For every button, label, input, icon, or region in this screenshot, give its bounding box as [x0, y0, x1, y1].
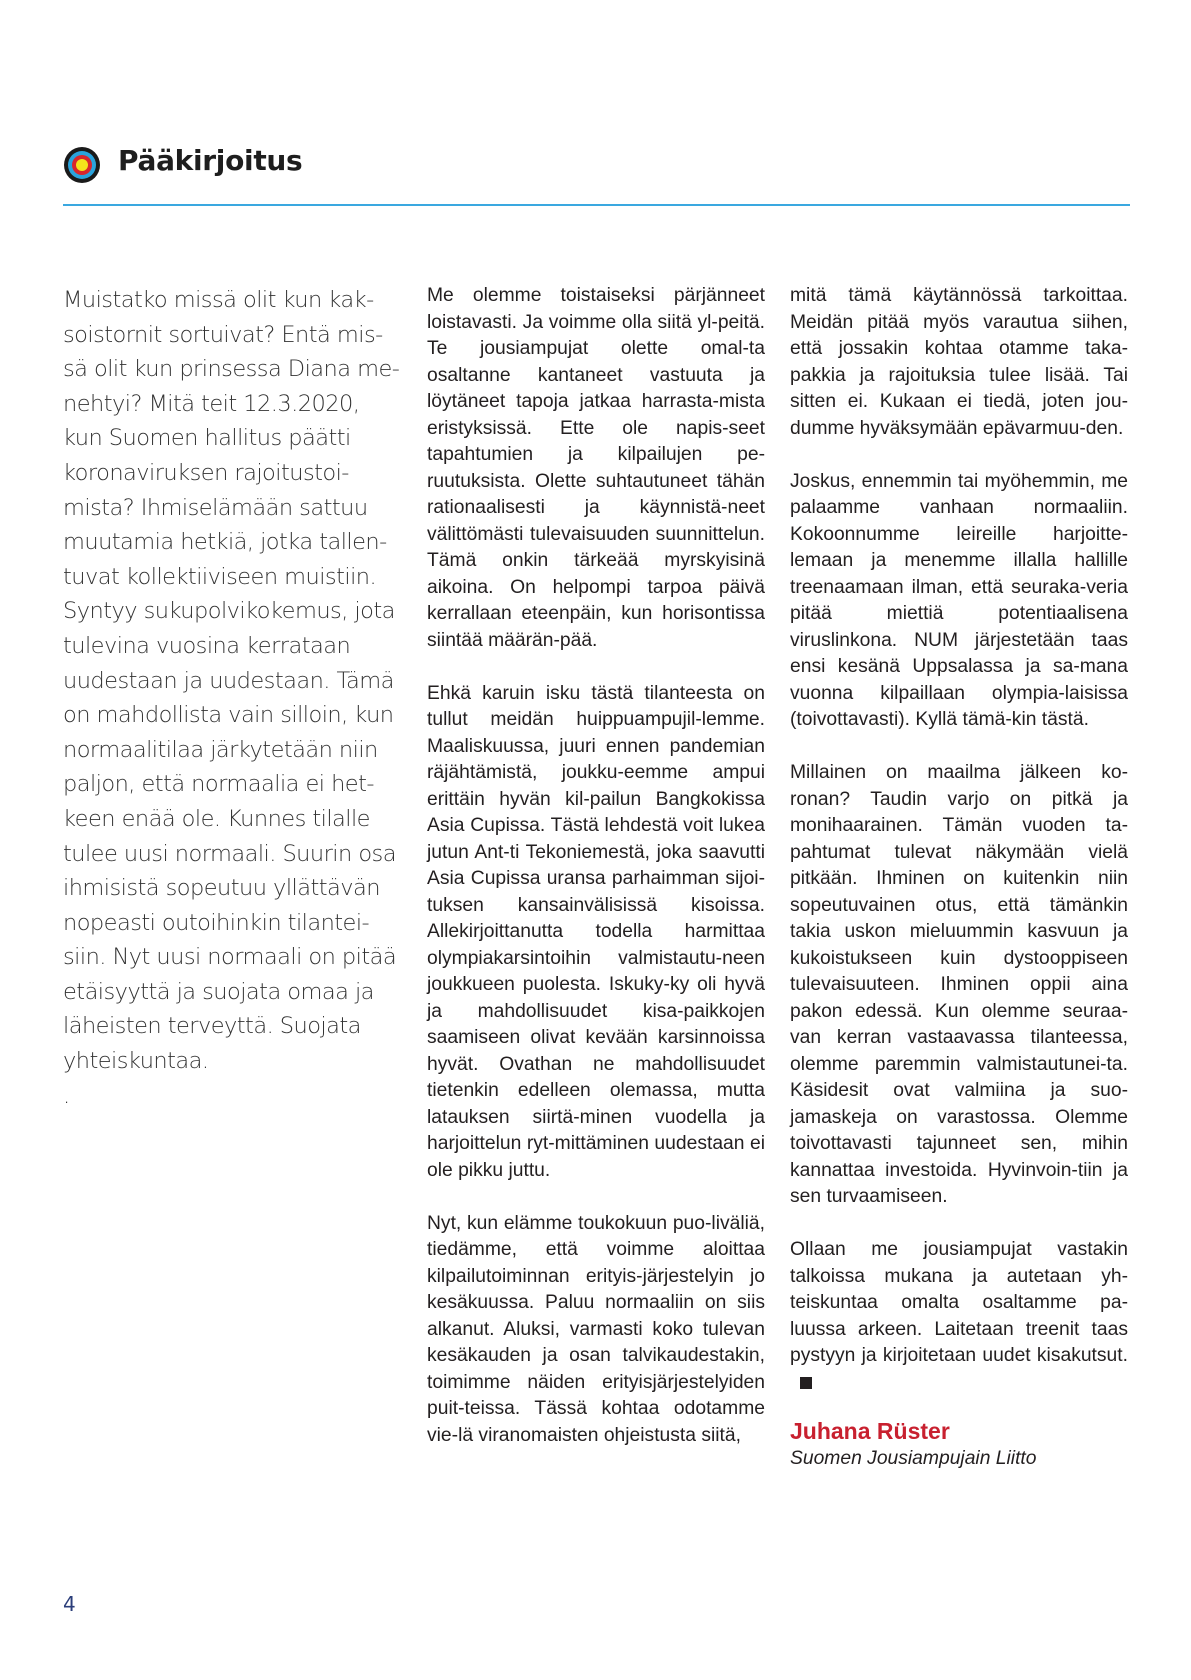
author-name: Juhana Rüster [790, 1418, 950, 1444]
end-mark-icon [800, 1377, 812, 1389]
body-column-3 [790, 283, 1128, 1472]
paragraph: Me olemme toistaiseksi pärjänneet loistavasti. Ja voimme olla siitä yl-peitä. Te jousiampujat olette omal-ta osaltanne kantaneet vastuuta ja löytäneet tapoja jatkaa harrasta-mista eristyksissä. Ette ole napis-seet tapahtumien ja kilpailujen pe-ruutuksista. Olette suhtautuneet tähän rationaalisesti ja käynnistä-neet välittömästi tulevaisuuden suunnittelun. Tämä onkin tärkeää myrskyisinä aikoina. On helpompi tarpoa päivä kerrallaan eteenpäin, kun horisontissa siintää määrän-pää. [427, 285, 765, 651]
body-column-2 [427, 283, 765, 1476]
article-header [63, 140, 1130, 210]
paragraph: mitä tämä käytännössä tarkoittaa. Meidän pitää myös varautua siihen, että jossakin kohtaa otamme taka-pakkia ja rajoituksia tulee lisää. Tai sitten ei. Kukaan ei tiedä, joten jou-dumme hyväksymään epävarmuu-den. [790, 285, 1128, 439]
intro-column [63, 283, 401, 1113]
paragraph: Nyt, kun elämme toukokuun puo-liväliä, tiedämme, että voimme aloittaa kilpailutoiminnan erityis-järjestelyin jo kesäkuussa. Paluu normaaliin on siis alkanut. Aluksi, varmasti koko tulevan kesäkauden ja osan talvikaudestakin, toimimme näiden erityisjärjestelyiden puit-teissa. Tässä kohtaa odotamme vie-lä viranomaisten ohjeistusta siitä, [427, 1212, 765, 1446]
intro-trailing-dot: . [63, 1082, 70, 1109]
final-paragraph [790, 1237, 1128, 1396]
final-paragraph-text: Ollaan me jousiampujat vastakin talkoissa mukana ja autetaan yh-teiskuntaa omalta osaltamme pa-luussa arkeen. Laitetaan treenit taas pystyyn ja kirjoitetaan uudet kisakutsut. [790, 1239, 1128, 1366]
author-organization: Suomen Jousiampujain Liitto [790, 1448, 1037, 1469]
intro-paragraph: Muistatko missä olit kun kak-soistornit sortuivat? Entä mis-sä olit kun prinsessa Diana me-nehtyi? Mitä teit 12.3.2020, kun Suomen hallitus päätti koronaviruksen rajoitustoi-mista? Ihmiselämään sattuu muutamia hetkiä, jotka tallen-tuvat kollektiiviseen muistiin. Syntyy sukupolvikokemus, jota tulevina vuosina kerrataan uudestaan ja uudestaan. Tämä on mahdollista vain silloin, kun normaalitilaa järkytetään niin paljon, että normaalia ei het-keen enää ole. Kunnes tilalle tulee uusi normaali. Suurin osa ihmisistä sopeutuu yllättävän nopeasti outoihinkin tilantei-siin. Nyt uusi normaali on pitää etäisyyttä ja suojata omaa ja läheisten terveyttä. Suojata yhteiskuntaa. [63, 287, 400, 1075]
header-divider [63, 204, 1130, 206]
paragraph: Ehkä karuin isku tästä tilanteesta on tullut meidän huippuampujil-lemme. Maaliskuussa, juuri ennen pandemian räjähtämistä, joukku-eemme ampui erittäin hyvän kil-pailun Bangkokissa Asia Cupissa. Tästä lehdestä voit lukea jutun Ant-ti Tekoniemestä, joka saavutti Asia Cupissa uransa parhaimman sijoi-tuksen kansainvälisissä kisoissa. Allekirjoittanutta todella harmittaa olympiakarsintoihin valmistautu-neen joukkueen puolesta. Iskuky-ky oli hyvä ja mahdollisuudet kisa-paikkojen saamiseen olivat kevään karsinnoissa hyvät. Ovathan ne mahdollisuudet tietenkin edelleen olemassa, mutta latauksen siirtä-minen vuodella ja harjoittelun ryt-mittäminen uudestaan ei ole pikku juttu. [427, 682, 765, 1181]
page-title: Pääkirjoitus [118, 144, 303, 177]
paragraph: Millainen on maailma jälkeen ko-ronan? Taudin varjo on pitkä ja monihaarainen. Tämän vuoden ta-pahtumat tulevat näkymään vielä pitkään. Ihminen on kuitenkin niin sopeutuvainen otus, että tämänkin takia uskon mieluummin kasvuun ja kukoistukseen kuin dystooppiseen tulevaisuuteen. Ihminen oppii aina pakon edessä. Kun olemme seuraa-van kerran vastaavassa tilanteessa, olemme paremmin valmistautunei-ta. Käsidesit ovat valmiina ja suo-jamaskeja on varastossa. Olemme toivottavasti tajunneet sen, mihin kannattaa investoida. Hyvinvoin-tiin ja sen turvaamiseen. [790, 762, 1128, 1207]
paragraph: Joskus, ennemmin tai myöhemmin, me palaamme vanhaan normaaliin. Kokoonnumme leireille harjoitte-lemaan ja menemme illalla hallille treenaamaan ilman, että seuraka-veria pitää miettiä potentiaalisena viruslinkona. NUM järjestetään taas ensi kesänä Uppsalassa ja sa-mana vuonna kilpaillaan olympia-laisissa (toivottavasti). Kyllä tämä-kin tästä. [790, 470, 1128, 730]
archery-target-icon [63, 146, 101, 184]
page-number: 4 [63, 1592, 76, 1616]
